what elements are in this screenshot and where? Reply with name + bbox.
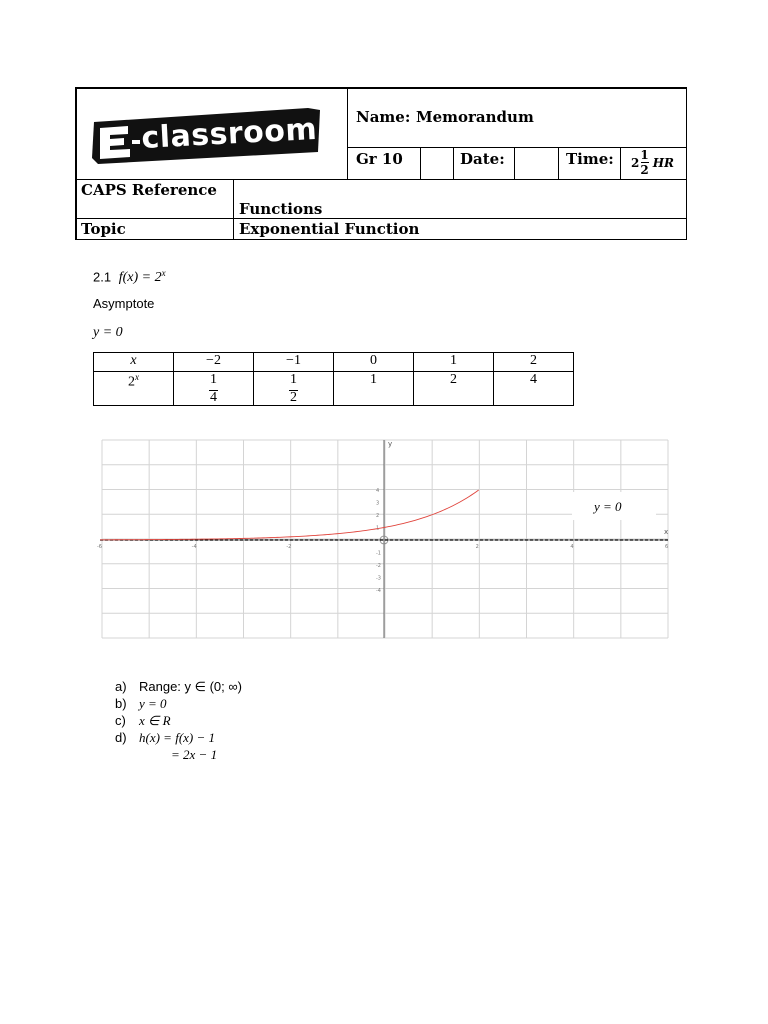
name-value: Memorandum [416,108,534,126]
y-tick-label: -3 [376,575,381,582]
x-tick-label: -2 [286,544,292,550]
question-number: 2.1 [93,269,112,285]
table-row-x [94,353,574,372]
time-label: Time: [566,150,614,168]
exponential-graph [97,440,669,638]
x-tick-label: 6 [665,544,669,550]
table-cell: 1 [414,353,494,372]
answer-label: b) [115,696,127,711]
row-label-exp: x [135,372,139,382]
caps-value: Functions [239,200,323,218]
x-axis-label: x [664,528,669,536]
answer-text: y = 0 [139,696,167,711]
y-axis-label: y [388,440,393,448]
row-label-base: 2 [128,374,135,390]
table-cell: 4 [494,372,574,406]
time-value [631,149,674,176]
x-tick-label: 2 [475,544,479,550]
answer-label [115,746,171,763]
y-tick-label: -2 [376,563,381,569]
topic-label: Topic [81,220,126,238]
answer-text: x ∈ R [139,713,171,728]
table-cell: 0 [334,353,414,372]
frac-den: 2 [290,390,297,405]
date-label: Date: [460,150,505,168]
frac-den: 4 [210,390,217,405]
grade-label: Gr 10 [356,150,403,168]
curve-2-pow-x [100,490,479,540]
table-cell: 2 [414,372,494,406]
y-tick-label: -4 [376,588,381,594]
annotation-y-equals-0: y = 0 [594,499,622,514]
answer-label: c) [115,713,126,728]
table-cell: 1 [334,372,414,406]
table-cell [174,372,254,406]
topic-value: Exponential Function [239,220,420,238]
time-whole: 2 [631,155,640,170]
answer-label: d) [115,730,127,745]
table-cell: x [94,353,174,372]
y-tick-label: 1 [376,525,380,532]
asymptote-label: Asymptote [93,296,155,311]
table-cell: −1 [254,353,334,372]
x-tick-label: -4 [191,544,197,550]
answer-b [115,695,242,712]
table-row-values [94,372,574,406]
question-function [93,268,166,286]
value-table [93,352,574,406]
table-cell: −2 [174,353,254,372]
y-tick-label: 3 [376,500,380,507]
y-tick-label: 2 [376,513,380,519]
table-cell [254,372,334,406]
function-exponent: x [161,268,166,278]
table-cell: 2 [494,353,574,372]
asymptote-equation: y = 0 [93,325,123,340]
answers-list [115,678,242,763]
answer-label: a) [115,679,127,694]
y-tick-label: 4 [376,488,380,494]
header-table [75,87,687,240]
time-den: 2 [640,163,649,177]
time-unit: HR [652,155,675,170]
frac-num: 1 [290,372,297,387]
function-expression: f(x) = 2 [118,270,162,286]
time-num: 1 [640,148,649,162]
answer-d-cont [115,746,242,763]
answer-a [115,678,242,695]
answer-c [115,712,242,729]
answer-text: h(x) = f(x) − 1 [139,730,216,745]
x-tick-label: 4 [570,544,574,550]
logo-text: classroom [140,111,318,156]
answer-text: = 2x − 1 [171,747,218,762]
x-tick-label: -6 [97,544,102,550]
table-cell [94,372,174,406]
y-tick-label: -1 [376,550,381,557]
name-label: Name: [356,108,411,126]
answer-text: Range: y ∈ (0; ∞) [139,679,242,694]
caps-label: CAPS Reference [81,181,217,199]
answer-d [115,729,242,746]
frac-num: 1 [210,372,217,387]
